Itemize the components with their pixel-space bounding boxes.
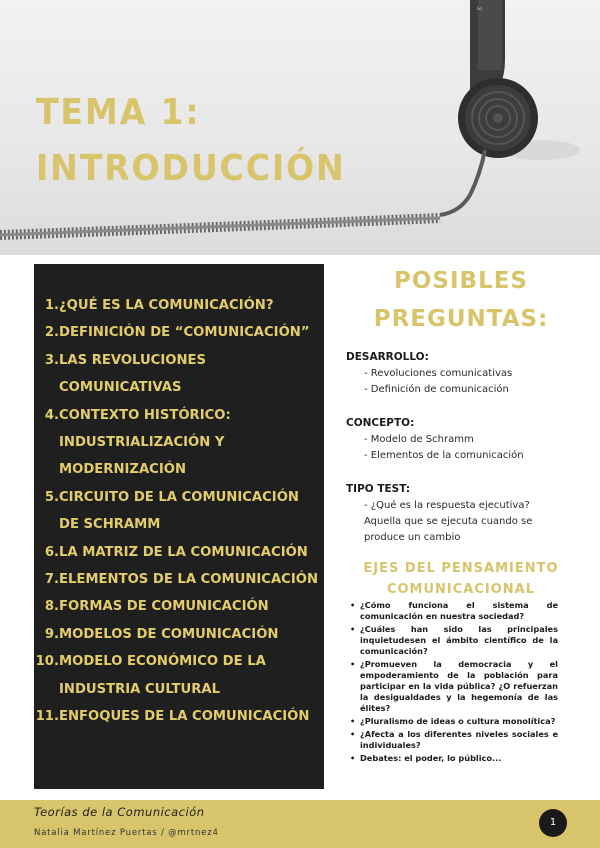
ejes-bullet: • ¿Cuáles han sido las principales inquietudesen el ámbito científico de la comunicación? [350, 624, 558, 657]
topic-number: 1. [44, 298, 59, 313]
topic-number: 3. [44, 352, 59, 368]
topic-label: FORMAS DE COMUNICACIÓN [59, 599, 269, 615]
topic-label: ¿QUÉ ES LA COMUNICACIÓN? [59, 298, 274, 313]
topic-item-1 [34, 292, 324, 319]
footer-author: Natalia Martínez Puertas / @mrtnez4 [34, 828, 219, 838]
topic-item-2 [34, 319, 324, 346]
topic-number: 5. [44, 489, 59, 505]
ejes-bullet-list [350, 600, 558, 766]
topic-item-9 [34, 621, 324, 648]
concepto-item: - Modelo de Schramm [364, 434, 474, 445]
topic-index-list [34, 292, 324, 731]
test-item: Aquella que se ejecuta cuando se [364, 516, 533, 527]
header-photo [0, 0, 600, 255]
topic-number: 7. [44, 572, 59, 588]
concepto-heading: CONCEPTO: [346, 417, 415, 429]
page-number-badge: 1 [539, 809, 567, 837]
ejes-title-line2: COMUNICACIONAL [386, 582, 536, 597]
topic-item-3-cont [34, 374, 324, 401]
questions-title-line1: POSIBLES [394, 268, 528, 294]
topic-item-7 [34, 566, 324, 593]
ejes-bullet: • ¿Pluralismo de ideas o cultura monolítica? [350, 716, 558, 727]
ejes-bullet: • ¿Cómo funciona el sistema de comunicación en nuestra sociedad? [350, 600, 558, 622]
topic-label: ELEMENTOS DE LA COMUNICACIÓN [59, 572, 319, 588]
topic-item-8 [34, 593, 324, 620]
svg-text:ω: ω [477, 5, 483, 12]
topic-label: MODELO ECONÓMICO DE LA [59, 654, 266, 670]
topic-label: CIRCUITO DE LA COMUNICACIÓN [59, 489, 299, 505]
topic-label-cont: DE SCHRAMM [59, 517, 161, 533]
topic-item-4-cont [34, 429, 324, 456]
desarrollo-item: - Definición de comunicación [364, 384, 509, 395]
topic-number: 4. [44, 407, 59, 423]
topic-number: 8. [44, 599, 59, 615]
topic-label-cont: INDUSTRIA CULTURAL [59, 681, 221, 697]
topic-label: MODELOS DE COMUNICACIÓN [59, 626, 279, 642]
topic-item-11 [34, 703, 324, 730]
topic-number: 11. [35, 709, 59, 725]
test-heading: TIPO TEST: [346, 483, 411, 495]
topic-number: 9. [44, 626, 59, 642]
desarrollo-item: - Revoluciones comunicativas [364, 368, 513, 379]
topic-label: ENFOQUES DE LA COMUNICACIÓN [59, 709, 310, 725]
topic-label: LA MATRIZ DE LA COMUNICACIÓN [59, 544, 308, 560]
topic-label-cont: MODERNIZACIÓN [59, 462, 186, 478]
topic-number: 10. [35, 654, 59, 670]
topic-index-panel [34, 264, 324, 789]
topic-item-10-cont [34, 676, 324, 703]
topic-label: DEFINICIÓN DE “COMUNICACIÓN” [59, 325, 310, 341]
topic-label-cont: COMUNICATIVAS [59, 380, 182, 396]
page-title-line1: TEMA 1: [36, 92, 201, 133]
footer-course-name: Teorías de la Comunicación [34, 805, 205, 819]
topic-label: LAS REVOLUCIONES [59, 352, 207, 368]
ejes-title-line1: EJES DEL PENSAMIENTO [363, 561, 559, 576]
topic-item-6 [34, 539, 324, 566]
page-title-line2: INTRODUCCIÓN [36, 148, 346, 189]
topic-number: 6. [44, 544, 59, 560]
questions-title-line2: PREGUNTAS: [373, 306, 549, 332]
topic-item-3 [34, 347, 324, 374]
ejes-bullet: • Debates: el poder, lo público... [350, 753, 558, 764]
topic-label: CONTEXTO HISTÓRICO: [59, 407, 231, 423]
topic-number: 2. [44, 325, 59, 341]
topic-item-10 [34, 648, 324, 675]
concepto-item: - Elementos de la comunicación [364, 450, 524, 461]
desarrollo-heading: DESARROLLO: [346, 351, 429, 363]
topic-item-4 [34, 402, 324, 429]
topic-label-cont: INDUSTRIALIZACIÓN Y [59, 435, 225, 451]
ejes-bullet: • ¿Promueven la democracia y el empoderamiento de la población para participar en la vida pública? ¿O refuerzan la desigualdades y la hegemonía de las élites? [350, 659, 558, 714]
topic-item-5 [34, 484, 324, 511]
topic-item-5-cont [34, 511, 324, 538]
test-item: produce un cambio [364, 532, 461, 543]
topic-item-4-cont2 [34, 456, 324, 483]
ejes-bullet: • ¿Afecta a los diferentes niveles sociales e individuales? [350, 729, 558, 751]
test-item: - ¿Qué es la respuesta ejecutiva? [364, 500, 530, 511]
